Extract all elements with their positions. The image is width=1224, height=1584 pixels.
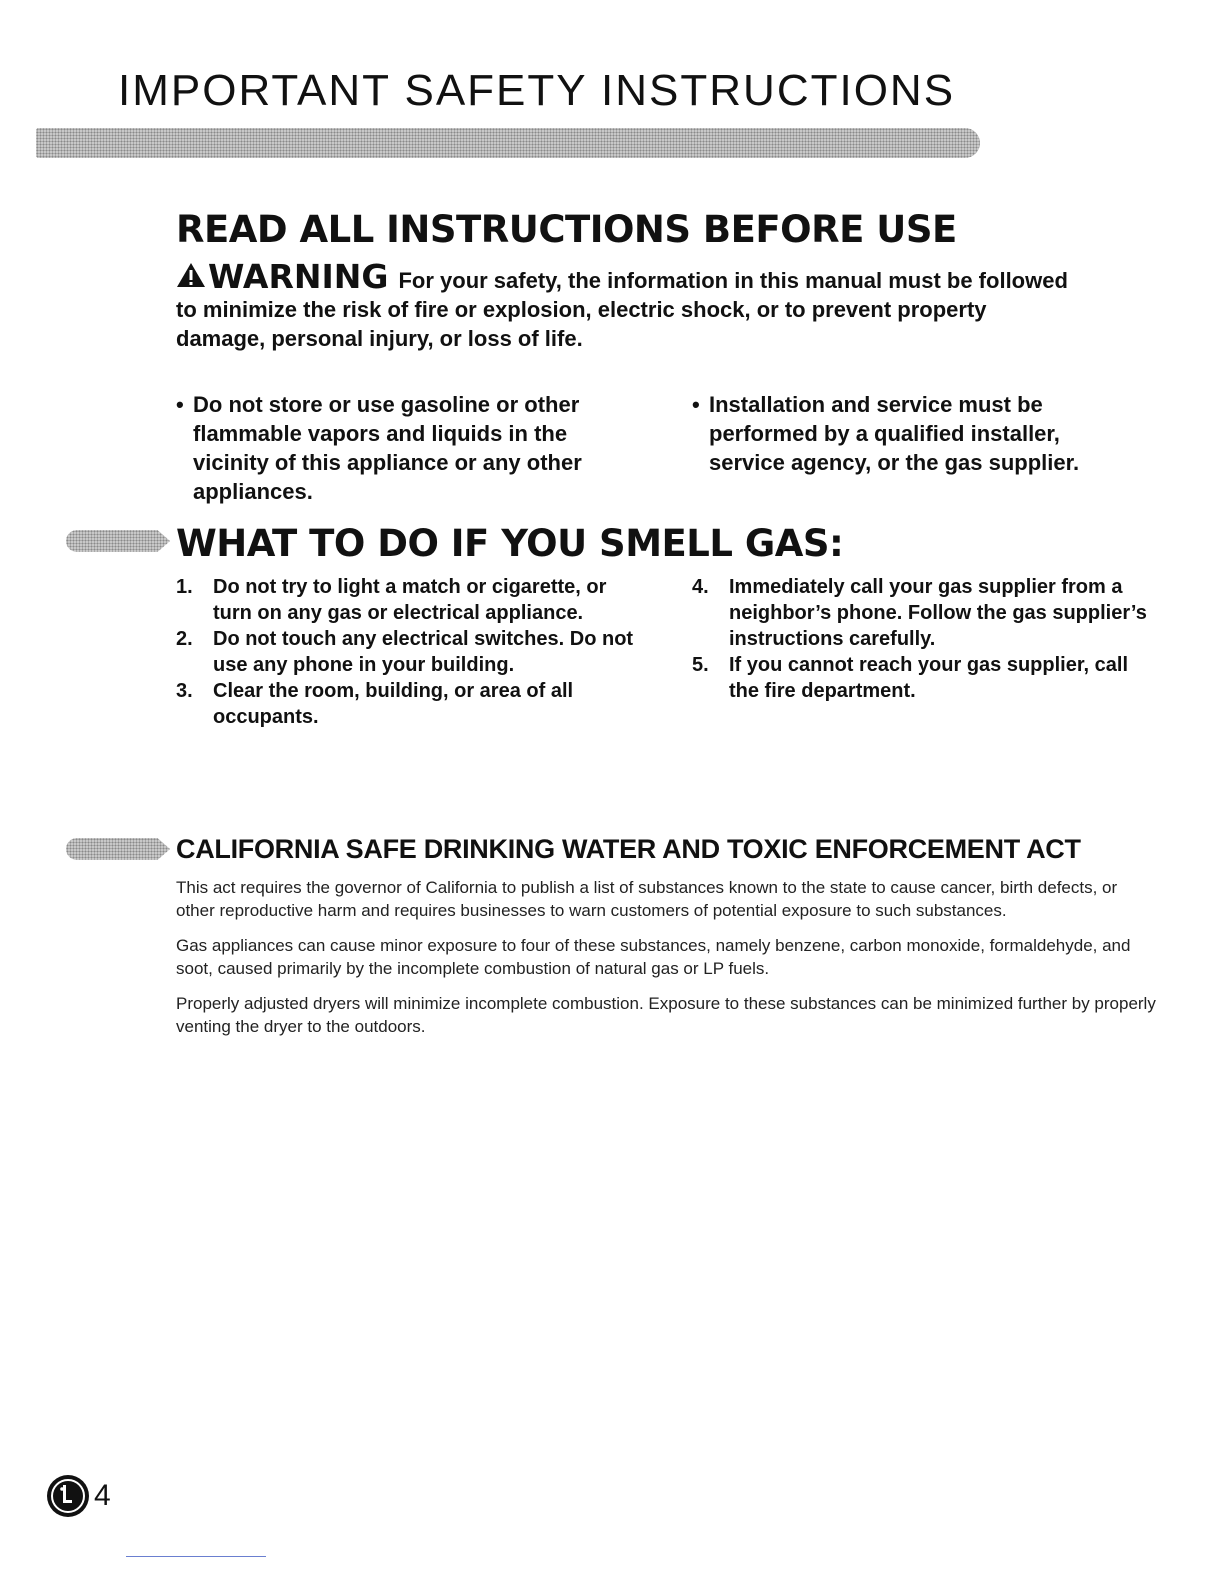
gas-section-arrow (66, 530, 170, 552)
list-item (176, 626, 646, 678)
list-item (176, 574, 646, 626)
warning-triangle-icon (176, 262, 206, 288)
step-text: Do not try to light a match or cigarette, or turn on any gas or electrical appliance. (213, 576, 607, 624)
page-footer (46, 1474, 111, 1518)
step-text: Do not touch any electrical switches. Do not use any phone in your building. (213, 628, 634, 676)
warning-block (176, 257, 1076, 353)
gas-section-heading: WHAT TO DO IF YOU SMELL GAS: (176, 522, 844, 565)
step-number: 3. (176, 680, 193, 702)
step-text: If you cannot reach your gas supplier, call the fire department. (729, 654, 1129, 702)
california-section-body (176, 876, 1156, 1050)
paragraph: This act requires the governor of California to publish a list of substances known to the state to cause cancer, birth defects, or other reproductive harm and requires businesses to warn customers of potential exposure to such substances. (176, 878, 1118, 920)
main-heading: READ ALL INSTRUCTIONS BEFORE USE (176, 208, 957, 251)
header-decorative-bar (36, 128, 980, 158)
bullet-text: Do not store or use gasoline or other flammable vapors and liquids in the vicinity of this appliance or any other appliances. (193, 392, 582, 504)
california-section-arrow (66, 838, 170, 860)
lg-logo-icon (46, 1474, 90, 1518)
step-number: 1. (176, 576, 193, 598)
list-item (692, 574, 1152, 652)
bullet-dot: • (176, 392, 184, 417)
list-item (176, 678, 646, 730)
bullet-item (692, 390, 1132, 477)
warning-label: WARNING (208, 257, 389, 296)
warning-text: For your safety, the information in this manual must be followed to minimize the risk of fire or explosion, electric shock, or to prevent property damage, personal injury, or loss of life. (176, 268, 1068, 351)
bullet-item (176, 390, 646, 506)
paragraph: Properly adjusted dryers will minimize incomplete combustion. Exposure to these substances can be minimized further by properly venting the dryer to the outdoors. (176, 994, 1156, 1036)
page-number: 4 (94, 1479, 111, 1512)
step-text: Immediately call your gas supplier from a neighbor’s phone. Follow the gas supplier’s instructions carefully. (729, 576, 1147, 650)
paragraph: Gas appliances can cause minor exposure to four of these substances, namely benzene, carbon monoxide, formaldehyde, and soot, caused primarily by the incomplete combustion of natural gas or LP fuels. (176, 936, 1131, 978)
step-number: 4. (692, 576, 709, 598)
page-header-title: IMPORTANT SAFETY INSTRUCTIONS (118, 66, 956, 115)
california-section-heading: CALIFORNIA SAFE DRINKING WATER AND TOXIC ENFORCEMENT ACT (176, 834, 1081, 864)
step-number: 5. (692, 654, 709, 676)
gas-steps-right (692, 574, 1152, 704)
bottom-rule (126, 1556, 266, 1557)
bullet-column-left (176, 390, 646, 506)
bullet-text: Installation and service must be performed by a qualified installer, service agency, or the gas supplier. (709, 392, 1080, 475)
bullet-column-right (692, 390, 1132, 477)
list-item (692, 652, 1152, 704)
gas-steps-left (176, 574, 646, 730)
step-number: 2. (176, 628, 193, 650)
bullet-dot: • (692, 392, 700, 417)
step-text: Clear the room, building, or area of all occupants. (213, 680, 574, 728)
